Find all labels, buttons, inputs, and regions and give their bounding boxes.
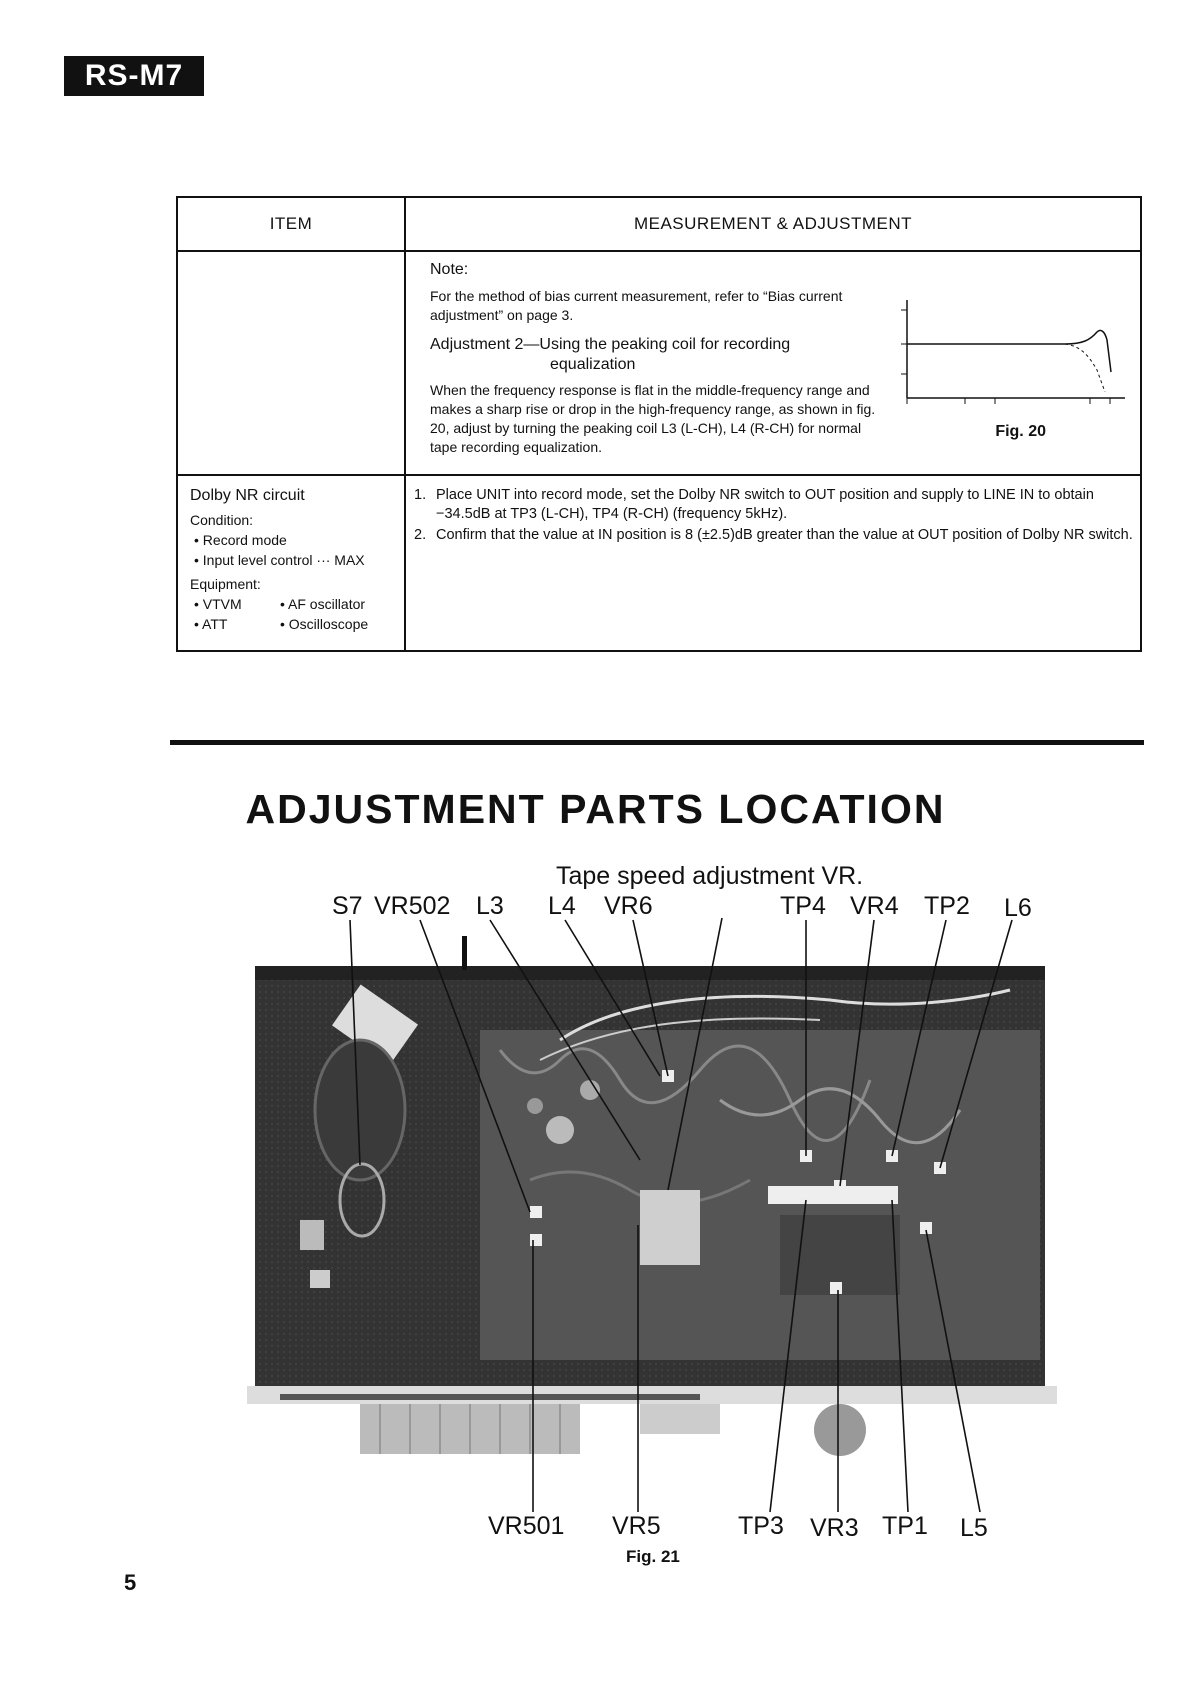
equipment-item: • AF oscillator (280, 596, 366, 612)
tape-speed-caption: Tape speed adjustment VR. (556, 862, 864, 890)
label-vr501: VR501 (488, 1512, 565, 1540)
label-vr502: VR502 (374, 892, 451, 920)
adjustment2-body: When the frequency response is flat in the middle-frequency range and makes a sharp rise or drop in the high-frequency range, as shown in fig. 20, adjust by turning the peaking coil L3 (L-CH), L4 (R-CH) for normal tape recording equalization. (430, 382, 876, 455)
page-number: 5 (124, 1570, 137, 1595)
note-title: Note: (430, 261, 469, 278)
label-vr6: VR6 (604, 892, 653, 920)
label-l4: L4 (548, 892, 576, 920)
label-s7: S7 (332, 892, 363, 920)
condition-item: • Input level control ··· MAX (194, 552, 365, 568)
col-measure-header: MEASUREMENT & ADJUSTMENT (405, 197, 1141, 251)
label-vr3: VR3 (810, 1514, 859, 1542)
equipment-label: Equipment: (190, 576, 261, 592)
label-vr4: VR4 (850, 892, 899, 920)
label-vr5: VR5 (612, 1512, 661, 1540)
label-l5: L5 (960, 1514, 988, 1542)
condition-item: • Record mode (194, 532, 287, 548)
section-title: ADJUSTMENT PARTS LOCATION (245, 786, 946, 832)
condition-label: Condition: (190, 512, 254, 528)
adjustment2-line1: Adjustment 2—Using the peaking coil for recording (430, 336, 791, 353)
step-number: 1. (414, 487, 427, 503)
fig20-label: Fig. 20 (995, 423, 1046, 440)
step-number: 2. (414, 527, 427, 543)
equipment-item: • VTVM (194, 596, 242, 612)
label-tp1: TP1 (882, 1512, 928, 1540)
label-tp3: TP3 (738, 1512, 784, 1540)
label-tp4: TP4 (780, 892, 826, 920)
equipment-item: • ATT (194, 616, 228, 632)
pcb-board (480, 990, 1040, 1360)
note-text: For the method of bias current measurement, refer to “Bias current adjustment” on page 3. (430, 288, 843, 323)
model-badge: RS-M7 (64, 56, 204, 96)
step-text: Place UNIT into record mode, set the Dolby NR switch to OUT position and supply to LINE IN to obtain −34.5dB at TP3 (L-CH), TP4 (R-CH) (frequency 5kHz). (436, 487, 1094, 522)
front-panel (247, 1386, 1057, 1456)
label-l6: L6 (1004, 894, 1032, 922)
adjustment2-line2: equalization (550, 356, 636, 373)
label-tp2: TP2 (924, 892, 970, 920)
col-item-header: ITEM (177, 197, 405, 251)
fig21-caption: Fig. 21 (626, 1547, 680, 1566)
equipment-item: • Oscilloscope (280, 616, 369, 632)
dolby-title: Dolby NR circuit (190, 487, 305, 504)
step-text: Confirm that the value at IN position is 8 (±2.5)dB greater than the value at OUT position of Dolby NR switch. (436, 527, 1133, 543)
label-l3: L3 (476, 892, 504, 920)
